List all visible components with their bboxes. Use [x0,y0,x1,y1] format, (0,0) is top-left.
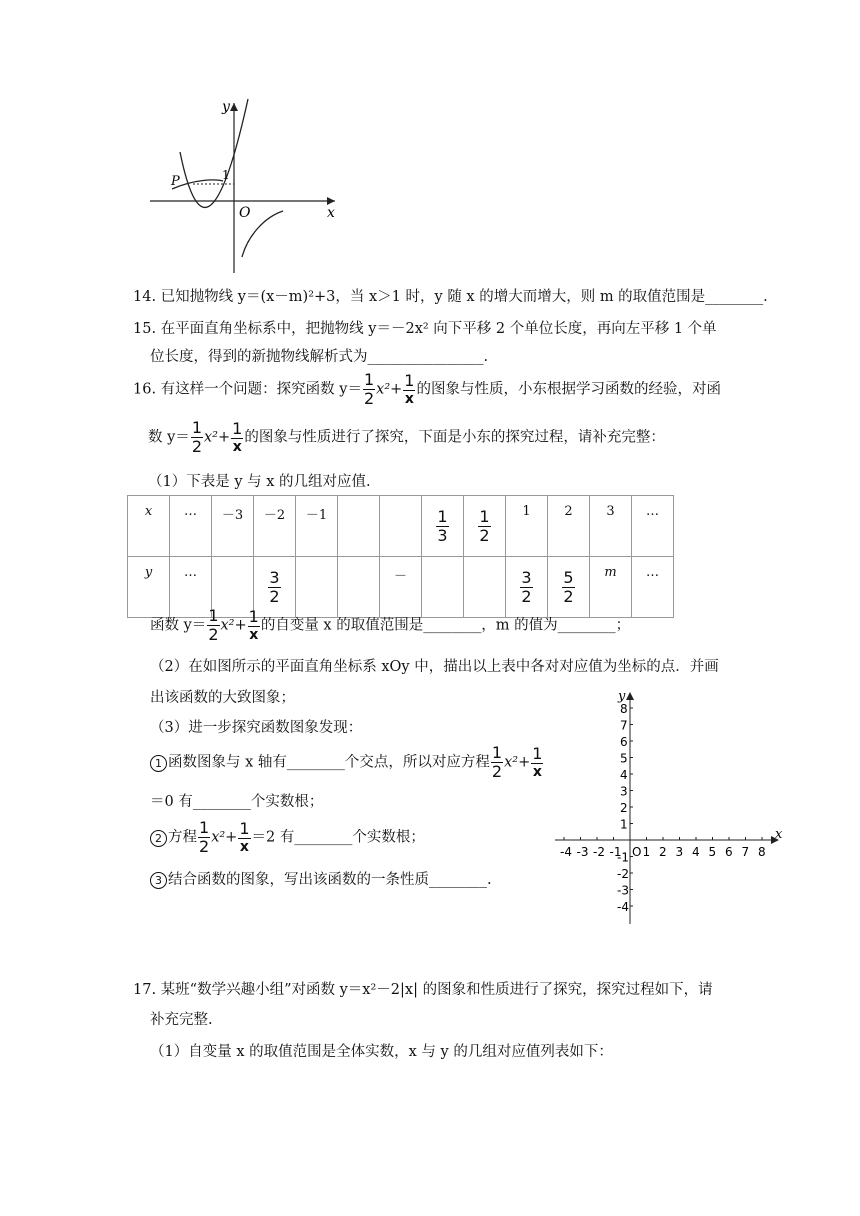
question-16-item1-line1: 1 函数图象与 x 轴有________个交点，所以对应方程 $\frac{1}{2}$ x²+ $\frac{1}{x}$ [150,745,544,780]
x-tick-label: 8 [758,845,766,859]
fig-p-label: P [171,174,180,189]
grid-y-arrow [626,692,634,700]
y-row-cell: $\frac{3}{2}$ [254,557,296,618]
y-tick-label: 1 [620,817,628,832]
value-table [127,495,674,618]
x-tick-label: -3 [576,845,589,859]
circled-number-1: 1 [150,755,167,772]
question-17-line1: 17. 某班“数学兴趣小组”对函数 y＝x²－2|x| 的图象和性质进行了探究，探究过程如下，请 [133,982,713,998]
x-row-cell: －1 [296,496,338,557]
y-tick-label: 6 [620,735,628,749]
y-row-cell: － [380,557,422,618]
x-tick-label: 2 [659,845,667,859]
question-16-item3: 3 结合函数的图象，写出该函数的一条性质________. [150,868,492,889]
fraction-inverse-x: $\frac{1}{x}$ [248,607,259,643]
x-row-cell: －2 [254,496,296,557]
y-tick-label: -3 [617,883,629,898]
y-axis-arrow [230,103,238,111]
y-tick-label: 2 [620,801,628,815]
fraction-inverse-x: $\frac{1}{x}$ [232,419,243,455]
question-16-part2-line1: （2）在如图所示的平面直角坐标系 xOy 中，描出以上表中各对对应值为坐标的点．并画 [150,659,719,675]
fig-y-label: y [222,99,230,115]
x-row-cell: －3 [212,496,254,557]
x-tick-label: 4 [692,845,700,859]
function-graph-figure [145,95,345,275]
fraction-inverse-x: $\frac{1}{x}$ [239,819,250,855]
x-tick-label: -4 [560,845,572,859]
question-16-line2: 数 y＝ $\frac{1}{2}$ x²+ $\frac{1}{x}$ 的图象与性质进行了探究，下面是小东的探究过程，请补充完整： [148,418,665,456]
y-row-cell: $\frac{3}{2}$ [506,557,548,618]
x-tick-label: 5 [708,845,717,859]
x-tick-label: 6 [725,845,733,859]
y-row-cell: … [632,557,674,618]
question-17-part1: （1）自变量 x 的取值范围是全体实数，x 与 y 的几组对应值列表如下： [150,1044,613,1060]
grid-x-label: x [775,827,783,842]
y-row-cell: y [128,557,170,618]
fig-one-label: 1 [222,168,230,182]
x-row-cell: 3 [590,496,632,557]
x-row-cell [380,496,422,557]
x-axis-arrow [327,197,335,205]
x-tick-label: -2 [593,845,605,859]
grid-origin-label: O [632,845,642,859]
fraction-half: $\frac{1}{2}$ [199,818,210,856]
x-tick-label: 1 [642,845,651,859]
y-tick-label: -4 [617,900,629,914]
question-15-line2: 位长度，得到的新抛物线解析式为________________. [150,349,489,365]
x-row-cell: 1 [506,496,548,557]
y-tick-label: 8 [620,702,628,716]
x-row-cell: $\frac{1}{2}$ [464,496,506,557]
fraction-inverse-x: $\frac{1}{x}$ [404,371,415,407]
question-16-part2-line2: 出该函数的大致图象； [150,690,295,706]
question-16-item2: 2 方程 $\frac{1}{2}$ x²+ $\frac{1}{x}$ ＝2 有________个实数根； [150,820,425,855]
question-16-part3: （3）进一步探究函数图象发现： [150,720,363,736]
fraction-half: $\frac{1}{2}$ [363,370,375,408]
question-17-line2: 补充完整. [150,1012,213,1028]
question-16-item1-line2: ＝0 有________个实数根； [150,794,324,810]
fig-x-label: x [327,205,335,221]
y-tick-label: 7 [620,718,628,733]
x-row-cell: 2 [548,496,590,557]
y-tick-label: 4 [620,768,628,782]
y-row-cell: … [170,557,212,618]
x-row-cell [338,496,380,557]
x-row-cell: … [632,496,674,557]
x-tick-label: -1 [609,845,622,859]
x-row-cell: $\frac{1}{3}$ [422,496,464,557]
y-tick-label: -2 [617,867,629,881]
fraction-half: $\frac{1}{2}$ [191,418,202,456]
y-tick-label: 5 [620,751,628,766]
parabola-curve [180,99,248,207]
y-row-cell: m [590,557,632,618]
circled-number-2: 2 [150,830,167,847]
table-row-x [128,496,674,557]
y-tick-label: -1 [617,850,629,865]
fig-origin-label: O [239,205,251,221]
fraction-half: $\frac{1}{2}$ [208,606,219,644]
x-row-cell: x [128,496,170,557]
x-row-cell: … [170,496,212,557]
x-tick-label: 3 [675,845,684,859]
y-row-cell: $\frac{5}{2}$ [548,557,590,618]
fraction-inverse-x: $\frac{1}{x}$ [532,744,543,780]
coordinate-plane [553,688,785,928]
question-16-domain-line: 函数 y＝ $\frac{1}{2}$ x²+ $\frac{1}{x}$ 的自变量 x 的取值范围是________，m 的值为________； [150,606,631,644]
grid-y-label: y [618,689,626,704]
question-15-line1: 15. 在平面直角坐标系中，把抛物线 y＝－2x² 向下平移 2 个单位长度，再向左平移 1 个单 [133,321,717,337]
circled-number-3: 3 [150,872,167,889]
y-tick-label: 3 [620,784,628,799]
question-14: 14. 已知抛物线 y＝(x－m)²+3，当 x＞1 时，y 随 x 的增大而增大，则 m 的取值范围是________. [133,289,768,305]
question-16-line1: 16. 有这样一个问题：探究函数 y＝ $\frac{1}{2}$ x²+ $\frac{1}{x}$ 的图象与性质，小东根据学习函数的经验，对函 [133,370,721,408]
question-16-part1: （1）下表是 y 与 x 的几组对应值. [148,474,371,490]
x-tick-label: 7 [741,845,750,859]
fraction-half: $\frac{1}{2}$ [491,743,503,781]
